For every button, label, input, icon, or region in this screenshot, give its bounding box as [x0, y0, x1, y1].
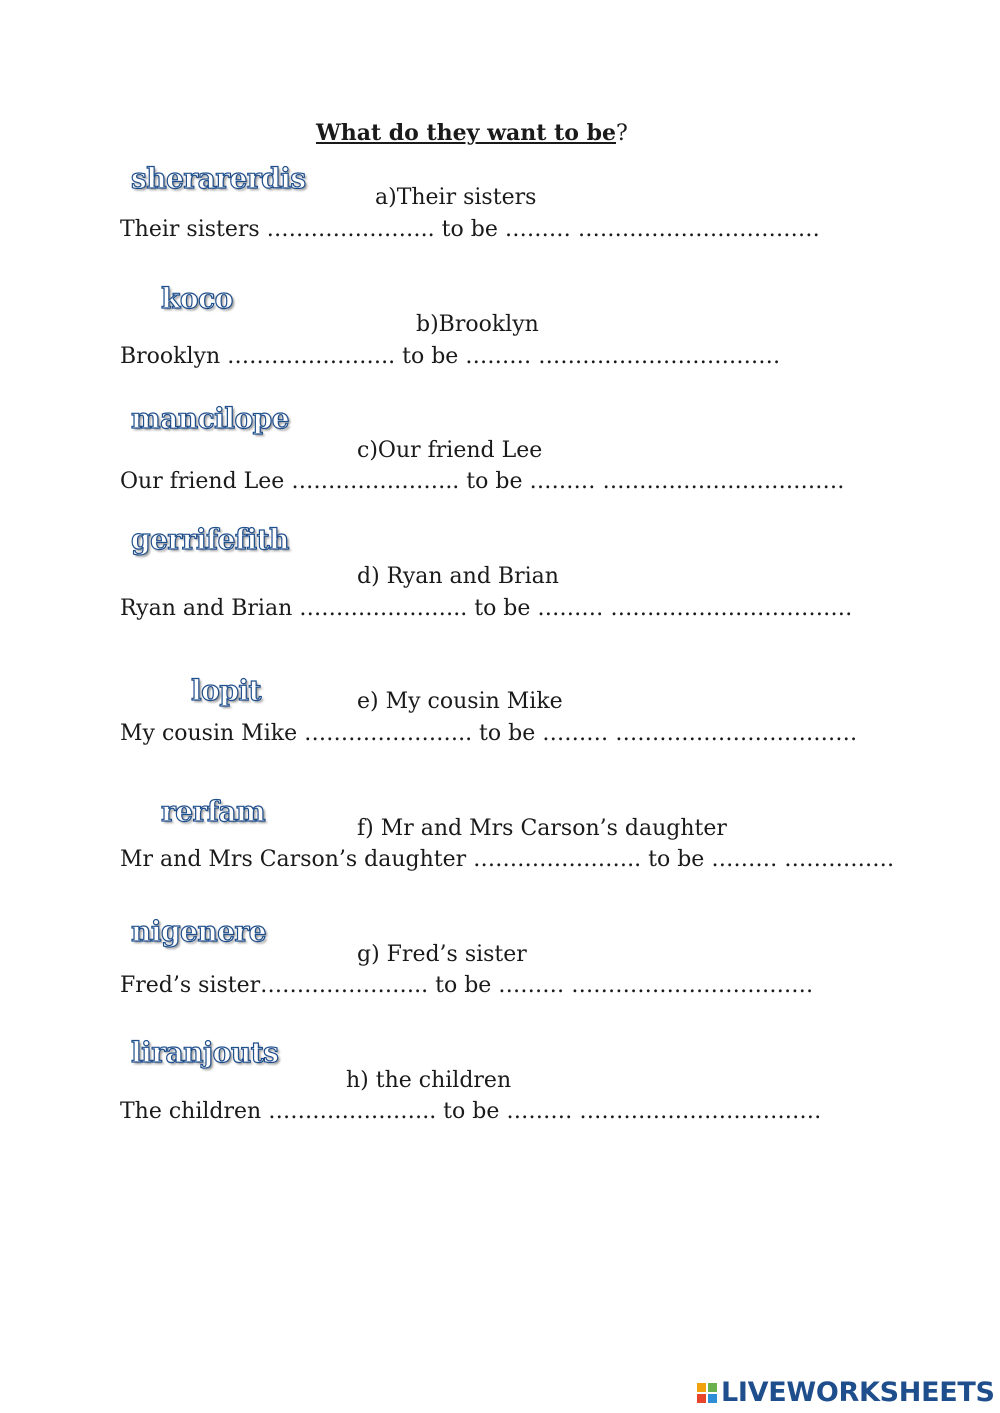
title-main: What do they want to be — [316, 120, 616, 146]
logo-blocks-icon — [697, 1383, 717, 1403]
item-label-b: b)Brooklyn — [416, 312, 539, 337]
logo-text: LIVEWORKSHEETS — [721, 1377, 995, 1408]
logo-block — [708, 1383, 717, 1392]
scrambled-word-g: nigenere — [131, 915, 267, 948]
liveworksheets-logo — [697, 1377, 995, 1408]
sentence-g: Fred’s sister………………….. to be ……… …………………………… — [120, 973, 814, 998]
item-label-h: h) the children — [346, 1068, 512, 1093]
scrambled-word-c: mancilope — [131, 402, 290, 435]
item-label-a: a)Their sisters — [375, 185, 537, 210]
scrambled-word-a: sherarerdis — [131, 162, 306, 195]
sentence-e: My cousin Mike ………………….. to be ……… …………………………… — [120, 721, 858, 746]
item-label-g: g) Fred’s sister — [357, 942, 527, 967]
sentence-h: The children ………………….. to be ……… …………………………… — [120, 1099, 822, 1124]
item-label-e: e) My cousin Mike — [357, 689, 563, 714]
logo-block — [697, 1394, 706, 1403]
sentence-f: Mr and Mrs Carson’s daughter ………………….. to be ……… …………… — [120, 847, 895, 872]
logo-block — [708, 1394, 717, 1403]
sentence-d: Ryan and Brian ………………….. to be ……… …………………………… — [120, 596, 853, 621]
item-label-c: c)Our friend Lee — [357, 438, 543, 463]
sentence-a: Their sisters ………………….. to be ……… …………………………… — [120, 217, 820, 242]
scrambled-word-d: gerrifefith — [131, 523, 289, 556]
item-label-f: f) Mr and Mrs Carson’s daughter — [357, 816, 727, 841]
scrambled-word-h: liranjouts — [131, 1036, 279, 1069]
worksheet-title — [316, 120, 628, 146]
item-label-d: d) Ryan and Brian — [357, 564, 559, 589]
scrambled-word-f: rerfam — [161, 795, 266, 828]
scrambled-word-b: koco — [161, 282, 233, 315]
scrambled-word-e: lopit — [191, 674, 261, 707]
sentence-b: Brooklyn ………………….. to be ……… …………………………… — [120, 344, 781, 369]
sentence-c: Our friend Lee ………………….. to be ……… …………………………… — [120, 469, 845, 494]
title-question-mark: ? — [615, 121, 628, 146]
logo-block — [697, 1383, 706, 1392]
